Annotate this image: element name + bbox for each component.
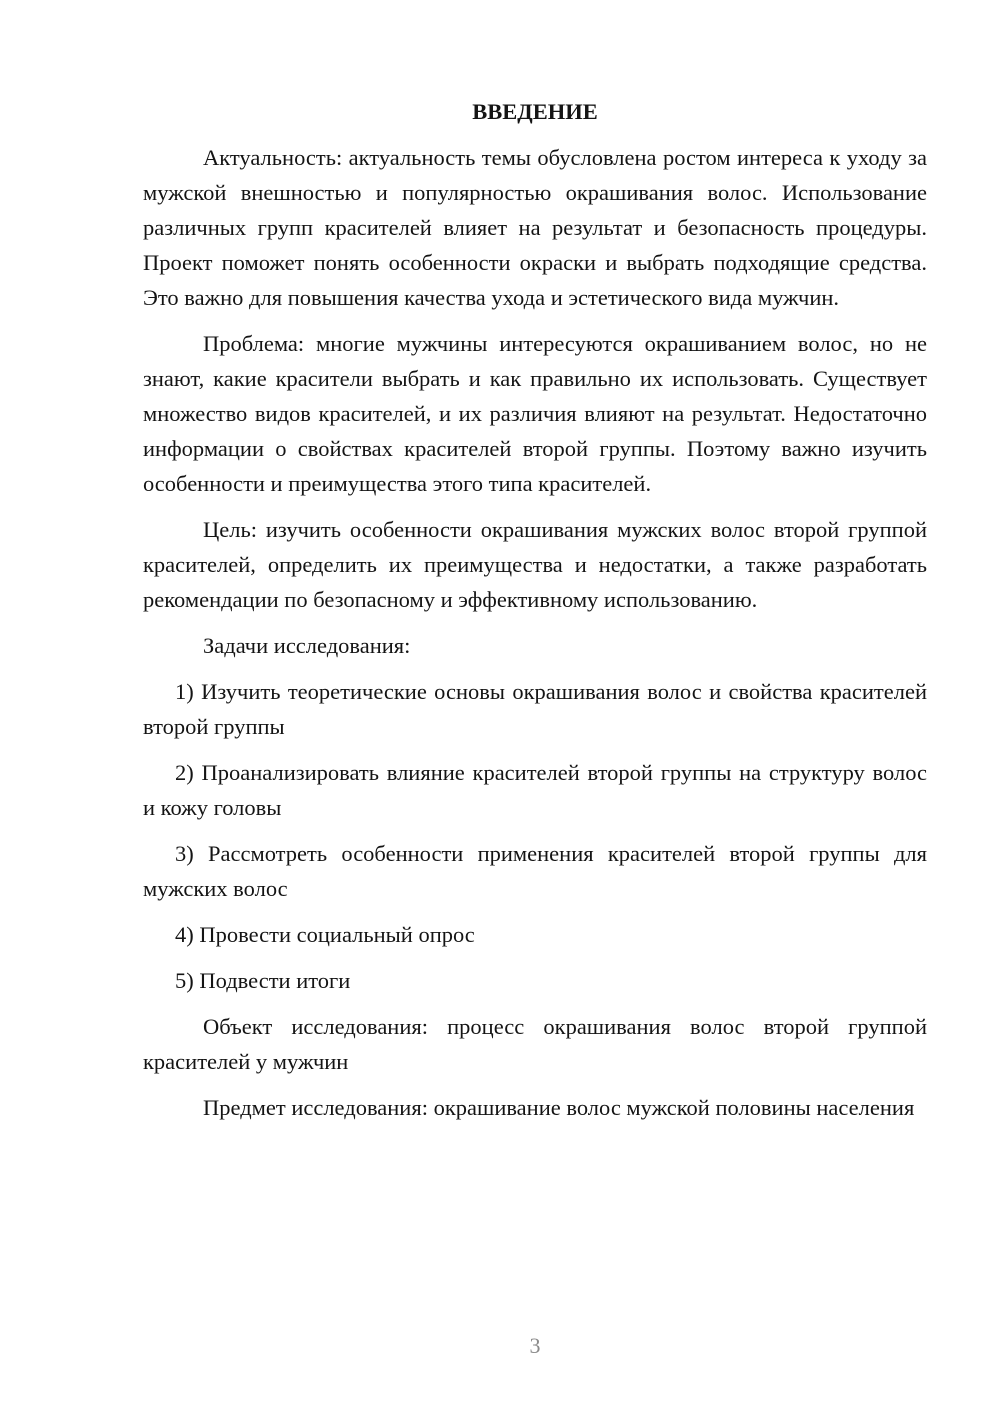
tasks-list (143, 674, 927, 998)
page-content (143, 94, 927, 1125)
paragraph-subject: Предмет исследования: окрашивание волос мужской половины населения (203, 1095, 915, 1120)
tasks-heading: Задачи исследования: (203, 633, 411, 658)
page-number: 3 (529, 1333, 541, 1358)
paragraph-problem: Проблема: многие мужчины интересуются окрашиванием волос, но не знают, какие красители выбрать и как правильно их использовать. Существует множество видов красителей, и их различия влияют на результат. Недостаточно информации о свойствах красителей второй группы. Поэтому важно изучить особенности и преимущества этого типа красителей. (143, 331, 927, 496)
paragraph-relevance: Актуальность: актуальность темы обусловлена ростом интереса к уходу за мужской внешностью и популярностью окрашивания волос. Использование различных групп красителей влияет на результат и безопасность процедуры. Проект поможет понять особенности окраски и выбрать подходящие средства. Это важно для повышения качества ухода и эстетического вида мужчин. (143, 145, 927, 310)
list-item: 3) Рассмотреть особенности применения красителей второй группы для мужских волос (143, 841, 927, 901)
list-item: 4) Провести социальный опрос (175, 922, 475, 947)
list-item: 5) Подвести итоги (175, 968, 351, 993)
paragraph-goal: Цель: изучить особенности окрашивания мужских волос второй группой красителей, определить их преимущества и недостатки, а также разработать рекомендации по безопасному и эффективному использованию. (143, 517, 927, 612)
list-item: 2) Проанализировать влияние красителей второй группы на структуру волос и кожу головы (143, 760, 927, 820)
section-heading: ВВЕДЕНИЕ (472, 99, 598, 124)
paragraph-object: Объект исследования: процесс окрашивания волос второй группой красителей у мужчин (143, 1014, 927, 1074)
list-item: 1) Изучить теоретические основы окрашивания волос и свойства красителей второй группы (143, 679, 927, 739)
